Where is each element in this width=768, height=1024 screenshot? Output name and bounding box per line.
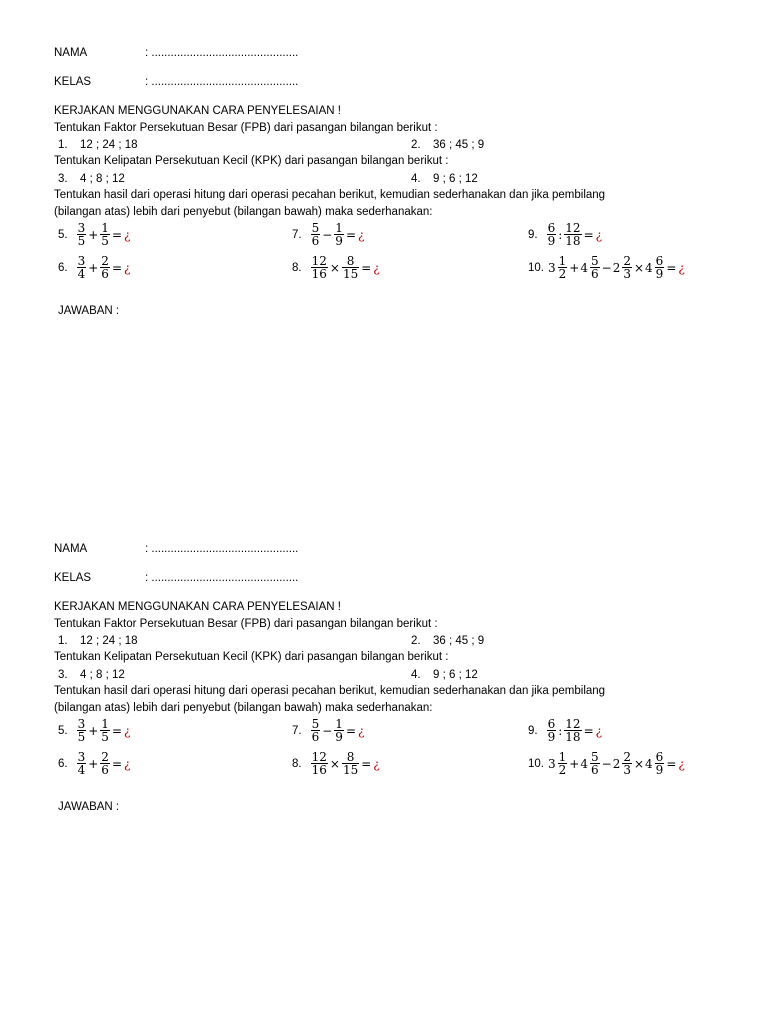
operator: + — [88, 227, 99, 242]
equals-sign: = — [361, 260, 372, 275]
denominator: 4 — [77, 763, 86, 777]
answer-label: JAWABAN : — [58, 801, 120, 813]
numerator: 5 — [311, 717, 320, 731]
denominator: 9 — [655, 267, 664, 281]
operator: − — [601, 756, 612, 771]
fpb-item-value: 36 ; 45 ; 9 — [433, 139, 485, 151]
denominator: 2 — [558, 763, 567, 777]
fpb-item-number: 2. — [411, 139, 421, 151]
problem-8 — [292, 255, 380, 280]
denominator: 15 — [342, 763, 359, 777]
problem-9 — [528, 222, 602, 247]
numerator: 1 — [335, 221, 343, 235]
equals-sign: = — [111, 723, 122, 738]
answer-label: JAWABAN : — [58, 305, 120, 317]
problem-8 — [292, 751, 380, 776]
equals-sign: = — [345, 227, 356, 242]
numerator: 1 — [101, 221, 109, 235]
numerator: 2 — [623, 750, 631, 764]
equals-sign: = — [583, 723, 594, 738]
fraction — [558, 255, 568, 280]
problem-10 — [528, 751, 685, 776]
denominator: 16 — [311, 763, 327, 777]
kpk-item-number: 4. — [411, 669, 421, 681]
numerator: 12 — [565, 221, 581, 235]
nama-field: : .............................................. — [145, 47, 299, 59]
operator: × — [633, 756, 645, 771]
equals-sign: = — [111, 756, 122, 771]
placeholder-mark: ¿ — [124, 227, 131, 242]
problem-number: 8. — [292, 261, 302, 274]
kelas-label: KELAS — [54, 76, 92, 88]
operator: × — [633, 260, 645, 275]
numerator: 2 — [101, 750, 109, 764]
whole-number: 4 — [580, 260, 588, 275]
numerator: 6 — [655, 254, 664, 268]
fraction — [100, 718, 110, 743]
problem-number: 6. — [58, 757, 68, 770]
fpb-title: Tentukan Faktor Persekutuan Besar (FPB) dari pasangan bilangan berikut : — [54, 122, 438, 134]
fraction — [558, 751, 568, 776]
whole-number: 4 — [580, 756, 588, 771]
problem-9 — [528, 718, 602, 743]
instruction-heading: KERJAKAN MENGGUNAKAN CARA PENYELESAIAN ! — [54, 105, 341, 117]
operator: + — [569, 756, 580, 771]
fraction — [311, 222, 321, 247]
placeholder-mark: ¿ — [373, 260, 380, 275]
equals-sign: = — [111, 260, 122, 275]
kpk-item-number: 3. — [58, 173, 68, 185]
problem-10 — [528, 255, 685, 280]
fraction — [655, 751, 665, 776]
fraction — [311, 255, 328, 280]
kpk-item-value: 9 ; 6 ; 12 — [433, 173, 478, 185]
denominator: 6 — [101, 763, 109, 777]
problem-6 — [58, 751, 130, 776]
denominator: 6 — [101, 267, 109, 281]
denominator: 3 — [623, 267, 631, 281]
problem-number: 7. — [292, 228, 302, 241]
denominator: 9 — [335, 730, 343, 744]
problem-number: 7. — [292, 724, 302, 737]
equals-sign: = — [361, 756, 372, 771]
numerator: 6 — [655, 750, 664, 764]
placeholder-mark: ¿ — [595, 723, 603, 738]
nama-label: NAMA — [54, 543, 88, 555]
fraction — [590, 751, 600, 776]
numerator: 12 — [565, 717, 581, 731]
denominator: 16 — [311, 267, 327, 281]
kpk-item-number: 4. — [411, 173, 421, 185]
numerator: 5 — [590, 750, 599, 764]
numerator: 2 — [623, 254, 631, 268]
placeholder-mark: ¿ — [124, 723, 131, 738]
fraction — [334, 222, 344, 247]
fraction — [100, 255, 110, 280]
operator: × — [329, 756, 340, 771]
fraction — [77, 222, 87, 247]
fraction — [100, 751, 110, 776]
placeholder-mark: ¿ — [373, 756, 380, 771]
fpb-item-value: 12 ; 24 ; 18 — [80, 635, 138, 647]
operator: × — [329, 260, 340, 275]
operator: + — [569, 260, 580, 275]
numerator: 8 — [346, 254, 355, 268]
problem-6 — [58, 255, 130, 280]
fraction — [334, 718, 344, 743]
denominator: 6 — [590, 267, 599, 281]
fpb-item-value: 36 ; 45 ; 9 — [433, 635, 485, 647]
fraction — [77, 751, 87, 776]
problem-7 — [292, 718, 364, 743]
numerator: 1 — [558, 254, 567, 268]
placeholder-mark: ¿ — [124, 756, 131, 771]
denominator: 6 — [311, 730, 320, 744]
fraction — [622, 255, 632, 280]
worksheet — [0, 496, 768, 1008]
whole-number: 3 — [548, 756, 556, 771]
problem-number: 9. — [528, 228, 538, 241]
kpk-title: Tentukan Kelipatan Persekutuan Kecil (KPK) dari pasangan bilangan berikut : — [54, 155, 449, 167]
placeholder-mark: ¿ — [595, 227, 603, 242]
fraction — [622, 751, 632, 776]
whole-number: 3 — [548, 260, 556, 275]
fraction-title-line-2: (bilangan atas) lebih dari penyebut (bilangan bawah) maka sederhanakan: — [54, 702, 433, 714]
numerator: 6 — [547, 717, 556, 731]
numerator: 3 — [77, 254, 86, 268]
nama-field: : .............................................. — [145, 543, 299, 555]
operator: − — [601, 260, 612, 275]
kelas-field: : .............................................. — [145, 76, 299, 88]
fraction — [342, 751, 359, 776]
kpk-item-value: 4 ; 8 ; 12 — [80, 173, 125, 185]
fraction — [564, 222, 581, 247]
kelas-label: KELAS — [54, 572, 92, 584]
fraction — [311, 751, 328, 776]
numerator: 6 — [547, 221, 556, 235]
problem-number: 10. — [528, 757, 544, 770]
fraction — [547, 718, 557, 743]
equals-sign: = — [666, 756, 677, 771]
numerator: 2 — [101, 254, 109, 268]
denominator: 9 — [547, 730, 556, 744]
kelas-field: : .............................................. — [145, 572, 299, 584]
numerator: 12 — [311, 750, 327, 764]
denominator: 18 — [565, 730, 581, 744]
problem-number: 5. — [58, 724, 68, 737]
operator: − — [322, 227, 333, 242]
nama-label: NAMA — [54, 47, 88, 59]
numerator: 8 — [346, 750, 355, 764]
operator: : — [558, 723, 563, 738]
placeholder-mark: ¿ — [124, 260, 131, 275]
problem-number: 6. — [58, 261, 68, 274]
denominator: 4 — [77, 267, 86, 281]
denominator: 9 — [335, 234, 343, 248]
kpk-item-number: 3. — [58, 669, 68, 681]
fraction — [342, 255, 359, 280]
fraction — [100, 222, 110, 247]
numerator: 12 — [311, 254, 327, 268]
fraction — [590, 255, 600, 280]
numerator: 1 — [101, 717, 109, 731]
placeholder-mark: ¿ — [678, 260, 685, 275]
equals-sign: = — [345, 723, 356, 738]
problem-number: 5. — [58, 228, 68, 241]
equals-sign: = — [583, 227, 594, 242]
problem-5 — [58, 222, 130, 247]
fraction-title-line-1: Tentukan hasil dari operasi hitung dari operasi pecahan berikut, kemudian sederhanakan dan jika pembilang — [54, 189, 606, 201]
denominator: 6 — [590, 763, 599, 777]
numerator: 3 — [77, 717, 86, 731]
denominator: 5 — [77, 234, 86, 248]
equals-sign: = — [666, 260, 677, 275]
placeholder-mark: ¿ — [358, 227, 365, 242]
fpb-item-number: 2. — [411, 635, 421, 647]
fpb-item-number: 1. — [58, 635, 68, 647]
placeholder-mark: ¿ — [358, 723, 365, 738]
numerator: 3 — [77, 750, 86, 764]
problem-number: 8. — [292, 757, 302, 770]
fraction-title-line-1: Tentukan hasil dari operasi hitung dari operasi pecahan berikut, kemudian sederhanakan dan jika pembilang — [54, 685, 606, 697]
denominator: 6 — [311, 234, 320, 248]
denominator: 15 — [342, 267, 359, 281]
fraction — [655, 255, 665, 280]
fpb-item-value: 12 ; 24 ; 18 — [80, 139, 138, 151]
denominator: 5 — [101, 730, 109, 744]
denominator: 9 — [655, 763, 664, 777]
denominator: 5 — [77, 730, 86, 744]
denominator: 2 — [558, 267, 567, 281]
operator: + — [88, 723, 99, 738]
numerator: 1 — [558, 750, 567, 764]
problem-5 — [58, 718, 130, 743]
fraction — [547, 222, 557, 247]
kpk-item-value: 9 ; 6 ; 12 — [433, 669, 478, 681]
numerator: 3 — [77, 221, 86, 235]
numerator: 1 — [335, 717, 343, 731]
problem-7 — [292, 222, 364, 247]
equals-sign: = — [111, 227, 122, 242]
fpb-item-number: 1. — [58, 139, 68, 151]
fraction — [311, 718, 321, 743]
denominator: 3 — [623, 763, 631, 777]
whole-number: 2 — [612, 260, 621, 275]
operator: + — [88, 260, 99, 275]
denominator: 5 — [101, 234, 109, 248]
whole-number: 4 — [645, 260, 653, 275]
whole-number: 4 — [645, 756, 653, 771]
operator: + — [88, 756, 99, 771]
fpb-title: Tentukan Faktor Persekutuan Besar (FPB) dari pasangan bilangan berikut : — [54, 618, 438, 630]
fraction-title-line-2: (bilangan atas) lebih dari penyebut (bilangan bawah) maka sederhanakan: — [54, 206, 433, 218]
operator: − — [322, 723, 333, 738]
fraction — [77, 718, 87, 743]
kpk-title: Tentukan Kelipatan Persekutuan Kecil (KPK) dari pasangan bilangan berikut : — [54, 651, 449, 663]
instruction-heading: KERJAKAN MENGGUNAKAN CARA PENYELESAIAN ! — [54, 601, 341, 613]
kpk-item-value: 4 ; 8 ; 12 — [80, 669, 125, 681]
problem-number: 10. — [528, 261, 544, 274]
operator: : — [558, 227, 563, 242]
fraction — [77, 255, 87, 280]
denominator: 9 — [547, 234, 556, 248]
problem-number: 9. — [528, 724, 538, 737]
placeholder-mark: ¿ — [678, 756, 685, 771]
numerator: 5 — [311, 221, 320, 235]
whole-number: 2 — [612, 756, 621, 771]
numerator: 5 — [590, 254, 599, 268]
fraction — [564, 718, 581, 743]
denominator: 18 — [565, 234, 581, 248]
